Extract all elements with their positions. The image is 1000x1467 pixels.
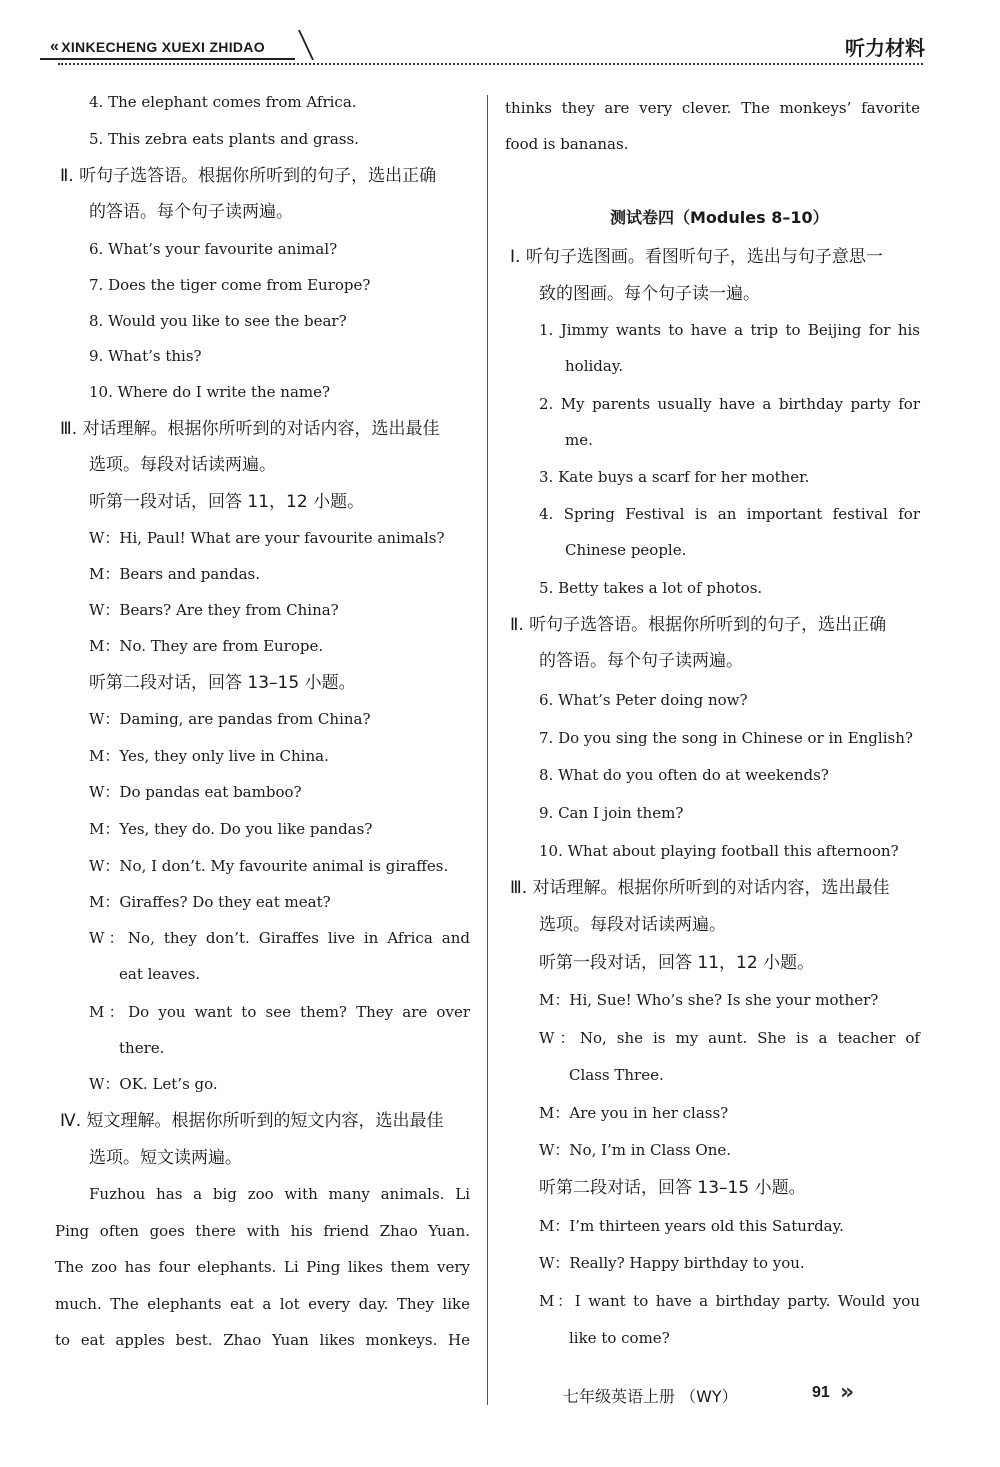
right-column-line: M：Hi, Sue! Who’s she? Is she your mother? xyxy=(539,991,879,1009)
right-column-line: 选项。每段对话读两遍。 xyxy=(539,915,726,935)
left-column-line: W：OK. Let’s go. xyxy=(89,1075,218,1093)
left-column-line: Ⅲ. 对话理解。根据你所听到的对话内容，选出最佳 xyxy=(60,419,440,439)
right-column-line: 的答语。每个句子读两遍。 xyxy=(539,651,743,671)
left-column-line: 4. The elephant comes from Africa. xyxy=(89,93,357,111)
right-column-line: W：Really? Happy birthday to you. xyxy=(539,1254,805,1272)
header-section-title: 听力材料 xyxy=(845,36,925,60)
right-column-line: Ⅱ. 听句子选答语。根据你所听到的句子，选出正确 xyxy=(510,615,887,635)
right-column-line: 4. Spring Festival is an important festival for xyxy=(539,505,920,523)
left-column-line: 5. This zebra eats plants and grass. xyxy=(89,130,359,148)
right-column-line: 听第一段对话，回答 11，12 小题。 xyxy=(539,953,815,973)
right-column-line: 1. Jimmy wants to have a trip to Beijing for his xyxy=(539,321,920,339)
left-column-line: eat leaves. xyxy=(119,965,201,983)
right-column-line: 3. Kate buys a scarf for her mother. xyxy=(539,468,810,486)
right-column-line: Ⅲ. 对话理解。根据你所听到的对话内容，选出最佳 xyxy=(510,878,890,898)
right-column-line: W：No, I’m in Class One. xyxy=(539,1141,732,1159)
right-column-line: 听第二段对话，回答 13–15 小题。 xyxy=(539,1178,806,1198)
left-column-line: there. xyxy=(119,1039,165,1057)
right-column-line: 7. Do you sing the song in Chinese or in English? xyxy=(539,729,913,747)
page-number: 91 xyxy=(812,1384,830,1401)
left-column-line: 选项。短文读两遍。 xyxy=(89,1148,242,1168)
double-chevron-right-icon: » xyxy=(840,1380,855,1405)
left-column-line: 9. What’s this? xyxy=(89,347,202,365)
right-column-line: like to come? xyxy=(569,1329,670,1347)
right-column-line: 8. What do you often do at weekends? xyxy=(539,766,829,784)
right-column-line: 测试卷四（Modules 8–10） xyxy=(610,208,829,227)
header-series-title xyxy=(50,34,265,60)
right-column-line: M：I’m thirteen years old this Saturday. xyxy=(539,1217,844,1235)
right-column-line: thinks they are very clever. The monkeys’ favorite xyxy=(505,99,920,117)
left-column-line: to eat apples best. Zhao Yuan likes monkeys. He xyxy=(55,1331,470,1349)
right-column-line: M：Are you in her class? xyxy=(539,1104,729,1122)
left-column-line: 10. Where do I write the name? xyxy=(89,383,331,401)
left-column-line: 的答语。每个句子读两遍。 xyxy=(89,202,293,222)
right-column-line: 5. Betty takes a lot of photos. xyxy=(539,579,763,597)
left-column-line: 8. Would you like to see the bear? xyxy=(89,312,347,330)
page-header xyxy=(40,28,925,68)
right-column-line: 10. What about playing football this afternoon? xyxy=(539,842,899,860)
left-column-line: W：No, they don’t. Giraffes live in Africa and xyxy=(89,929,470,947)
left-column-line: The zoo has four elephants. Li Ping likes them very xyxy=(55,1258,470,1276)
right-column-line: food is bananas. xyxy=(505,135,629,153)
left-column-line: 听第一段对话，回答 11，12 小题。 xyxy=(89,492,365,512)
left-column-line: M：No. They are from Europe. xyxy=(89,637,324,655)
left-column-line: Ⅳ. 短文理解。根据你所听到的短文内容，选出最佳 xyxy=(60,1111,444,1131)
left-column-line: M：Yes, they do. Do you like pandas? xyxy=(89,820,373,838)
left-column-line: M：Do you want to see them? They are over xyxy=(89,1003,470,1021)
footer-book-title: 七年级英语上册 （WY） xyxy=(563,1387,738,1406)
left-column-line: M：Yes, they only live in China. xyxy=(89,747,329,765)
left-column-line: 6. What’s your favourite animal? xyxy=(89,240,338,258)
right-column-line: M：I want to have a birthday party. Would you xyxy=(539,1292,920,1310)
right-column-line: Chinese people. xyxy=(565,541,687,559)
left-column-line: W：Hi, Paul! What are your favourite animals? xyxy=(89,529,445,547)
left-column-line: M：Giraffes? Do they eat meat? xyxy=(89,893,331,911)
right-column-line: 6. What’s Peter doing now? xyxy=(539,691,748,709)
right-column-line: 2. My parents usually have a birthday party for xyxy=(539,395,920,413)
left-column-line: Ⅱ. 听句子选答语。根据你所听到的句子，选出正确 xyxy=(60,166,437,186)
left-column-line: Ping often goes there with his friend Zhao Yuan. xyxy=(55,1222,470,1240)
header-dotted-rule xyxy=(58,63,923,65)
column-divider xyxy=(487,95,488,1405)
header-series-text: XINKECHENG XUEXI ZHIDAO xyxy=(61,39,265,55)
right-column-line: Class Three. xyxy=(569,1066,664,1084)
left-column-line: much. The elephants eat a lot every day. They like xyxy=(55,1295,470,1313)
left-column-line: 7. Does the tiger come from Europe? xyxy=(89,276,371,294)
right-column-line: 9. Can I join them? xyxy=(539,804,684,822)
left-column-line: W：Daming, are pandas from China? xyxy=(89,710,371,728)
left-column-line: W：Bears? Are they from China? xyxy=(89,601,339,619)
right-column-line: W：No, she is my aunt. She is a teacher of xyxy=(539,1029,920,1047)
left-column-line: Fuzhou has a big zoo with many animals. Li xyxy=(89,1185,470,1203)
right-column-line: 致的图画。每个句子读一遍。 xyxy=(539,284,760,304)
double-chevron-left-icon: « xyxy=(50,38,60,55)
left-column-line: 听第二段对话，回答 13–15 小题。 xyxy=(89,673,356,693)
left-column-line: 选项。每段对话读两遍。 xyxy=(89,455,276,475)
left-column-line: M：Bears and pandas. xyxy=(89,565,261,583)
right-column-line: me. xyxy=(565,431,593,449)
left-column-line: W：No, I don’t. My favourite animal is giraffes. xyxy=(89,857,449,875)
right-column-line: Ⅰ. 听句子选图画。看图听句子，选出与句子意思一 xyxy=(510,247,883,267)
left-column-line: W：Do pandas eat bamboo? xyxy=(89,783,302,801)
right-column-line: holiday. xyxy=(565,357,624,375)
